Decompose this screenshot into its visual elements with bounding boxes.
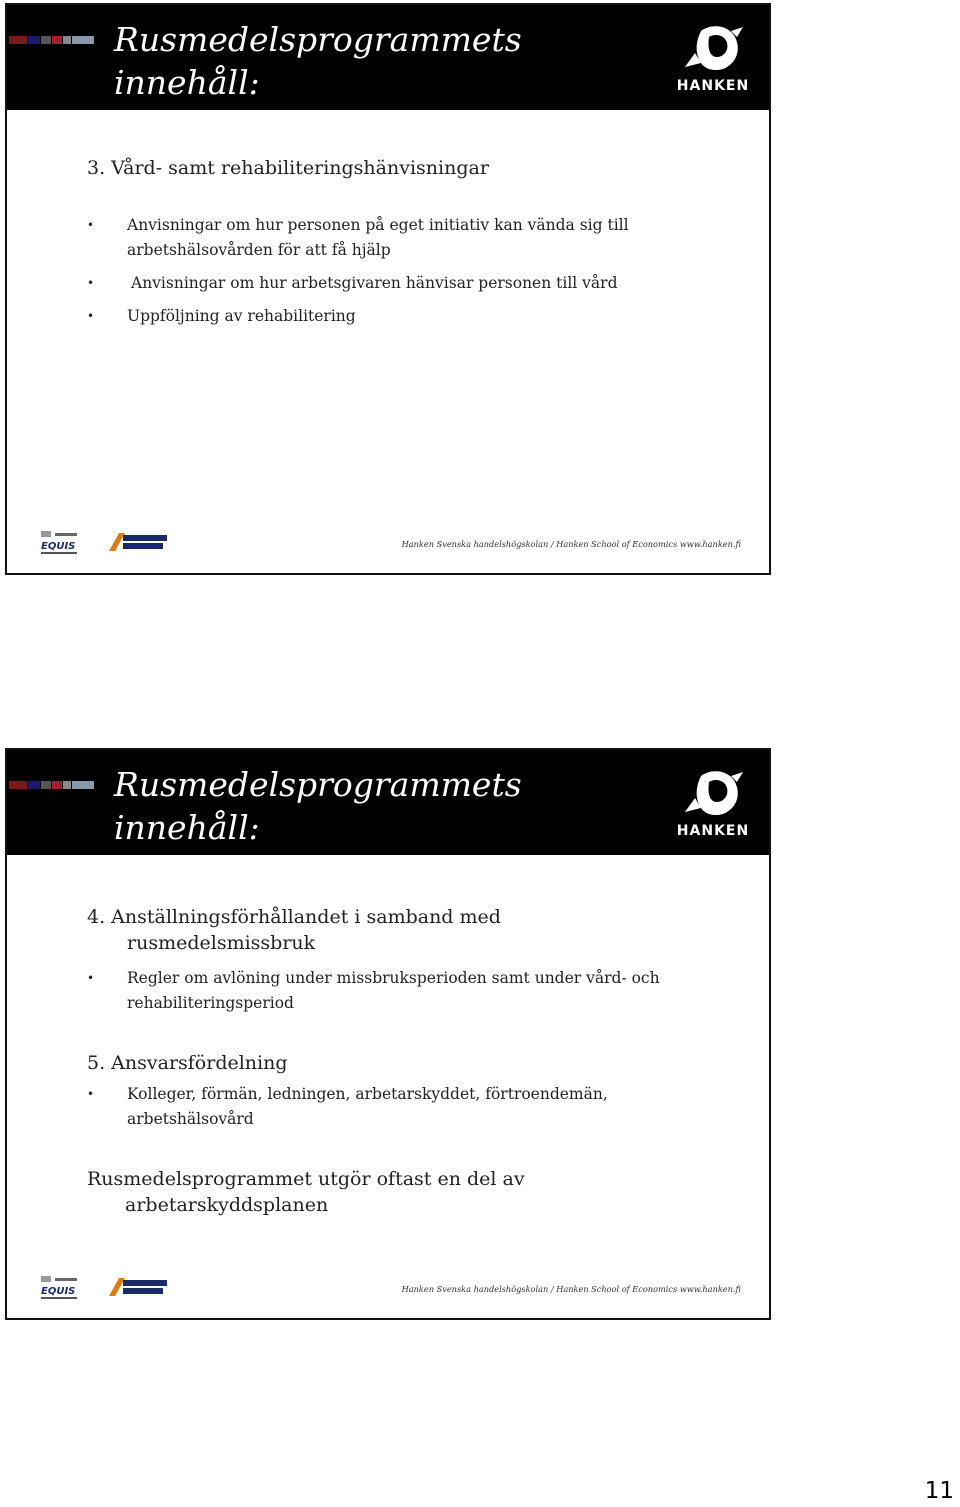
slide-1 [5,3,771,575]
section-heading: 5. Ansvarsfördelning [87,1052,288,1074]
list-item: • Regler om avlöning under missbruksperioden samt under vård- och rehabiliteringsperiod [87,966,749,1016]
footer-text: Hanken Svenska handelshögskolan / Hanken School of Economics www.hanken.fi [401,539,741,549]
svg-text:EQUIS: EQUIS [41,541,76,552]
bullet-icon: • [87,309,95,323]
hanken-wordmark: HANKEN [676,823,750,839]
slide-2 [5,748,771,1320]
section-heading: 4. Anställningsförhållandet i samband med rusmedelsmissbruk [87,906,501,954]
color-stripes-icon [9,781,95,789]
equis-logo-icon [37,529,83,557]
section-heading: 3. Vård- samt rehabiliteringshänvisningar [87,157,489,179]
list-item: • Kolleger, förmän, ledningen, arbetarskyddet, förtroendemän, arbetshälsovård [87,1082,749,1132]
slide-header [7,750,769,855]
slide-body [87,904,749,1218]
bullet-icon: • [87,1087,95,1101]
slide-footer [7,1268,769,1308]
aacsb-logo-icon [107,1276,171,1298]
slide-footer [7,523,769,563]
page-number: 11 [924,1478,954,1504]
slide-body [87,155,749,329]
aacsb-logo-icon [107,531,171,553]
color-stripes-icon [9,36,95,44]
equis-logo-icon [37,1274,83,1302]
bullet-list [87,213,749,329]
bullet-icon: • [87,971,95,985]
bullet-icon: • [87,276,95,290]
list-item: • Uppföljning av rehabilitering [87,304,749,329]
closing-statement: Rusmedelsprogrammet utgör oftast en del av arbetarskyddsplanen [87,1168,525,1216]
bullet-list [87,1082,749,1132]
svg-text:EQUIS: EQUIS [41,1286,76,1297]
list-item: • Anvisningar om hur personen på eget initiativ kan vända sig till arbetshälsovården för att få hjälp [87,213,749,263]
list-item: • Anvisningar om hur arbetsgivaren hänvisar personen till vård [87,271,749,296]
slide-header [7,5,769,110]
hanken-wordmark: HANKEN [676,78,750,94]
bullet-icon: • [87,218,95,232]
bullet-list [87,966,749,1016]
slide-title: Rusmedelsprogrammets innehåll: [114,20,522,102]
footer-text: Hanken Svenska handelshögskolan / Hanken School of Economics www.hanken.fi [401,1284,741,1294]
slide-title: Rusmedelsprogrammets innehåll: [114,765,522,847]
